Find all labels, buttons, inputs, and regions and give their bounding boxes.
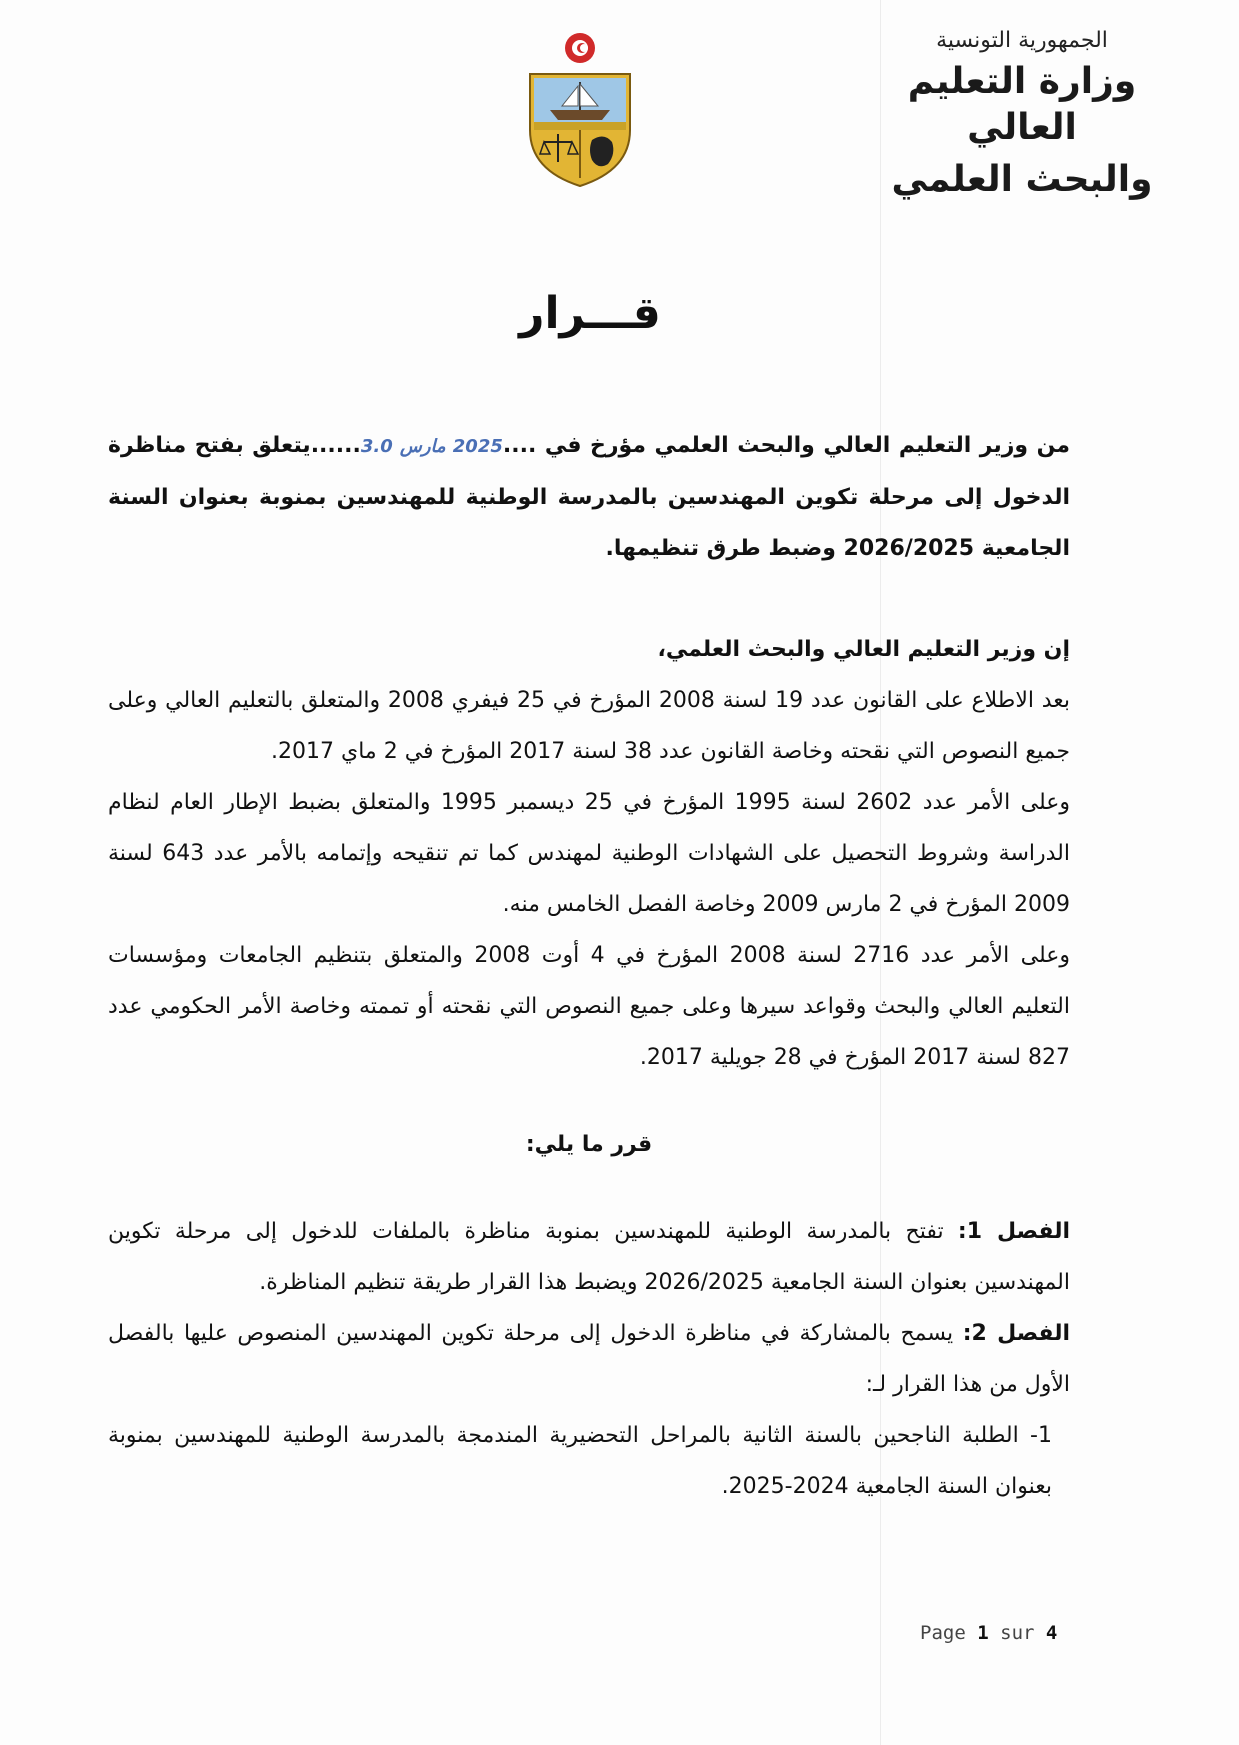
- preamble-paragraph-3: وعلى الأمر عدد 2716 لسنة 2008 المؤرخ في 4 أوت 2008 والمتعلق بتنظيم الجامعات ومؤسسات التعليم العالي والبحث وقواعد سيرها وعلى جميع النصوص التي نقحته أو تممته وخاصة الأمر الحكومي عدد 827 لسنة 2017 المؤرخ في 28 جويلية 2017.: [108, 943, 1071, 1070]
- intro-part1: من وزير التعليم العالي والبحث العلمي مؤرخ في ....: [502, 433, 1070, 458]
- intro-part2: ......يتعلق بفتح مناظرة الدخول إلى مرحلة تكوين المهندسين بالمدرسة الوطنية للمهندسين بمنوبة بعنوان السنة الجامعية 2026/2025 وضبط طرق تنظيمها.: [108, 433, 1070, 561]
- ministry-name-line1: وزارة التعليم العالي: [907, 61, 1137, 148]
- preamble-heading: إن وزير التعليم العالي والبحث العلمي،: [657, 637, 1070, 662]
- article-1-text: تفتح بالمدرسة الوطنية للمهندسين بمنوبة مناظرة بالملفات للدخول إلى مرحلة تكوين المهندسين بعنوان السنة الجامعية 2026/2025 ويضبط هذا القرار طريقة تنظيم المناظرة.: [108, 1219, 1070, 1295]
- article-1-label: الفصل 1:: [957, 1219, 1070, 1244]
- total-pages: 4: [1045, 1622, 1058, 1644]
- article-2: [108, 1308, 1070, 1410]
- intro-paragraph: [108, 420, 1070, 574]
- current-page: 1: [977, 1622, 989, 1644]
- document-body: [108, 420, 1070, 1512]
- preamble-paragraph-2: وعلى الأمر عدد 2602 لسنة 1995 المؤرخ في 25 ديسمبر 1995 والمتعلق بضبط الإطار العام لنظام الدراسة وشروط التحصيل على الشهادات الوطنية لمهندس كما تم تنقيحه وإتمامه بالأمر عدد 643 لسنة 2009 المؤرخ في 2 مارس 2009 وخاصة الفصل الخامس منه.: [108, 790, 1070, 917]
- page-number: [920, 1622, 1057, 1644]
- tunisia-coat-of-arms-icon: [520, 30, 640, 190]
- list-item: 1- الطلبة الناجحين بالسنة الثانية بالمراحل التحضيرية المندمجة بالمدرسة الوطنية للمهندسين بمنوبة بعنوان السنة الجامعية 2024-2025.: [108, 1423, 1052, 1499]
- decides-heading: قرر ما يلي:: [525, 1132, 653, 1157]
- ministry-name-line2: والبحث العلمي: [891, 159, 1153, 200]
- republic-name: الجمهورية التونسية: [936, 28, 1108, 53]
- article-2-text: يسمح بالمشاركة في مناظرة الدخول إلى مرحلة تكوين المهندسين المنصوص عليها بالفصل الأول من هذا القرار لـ:: [108, 1321, 1070, 1397]
- date-stamp: 2025 مارس 3.0: [360, 436, 503, 457]
- article-2-label: الفصل 2:: [962, 1321, 1071, 1346]
- preamble-paragraph-1: بعد الاطلاع على القانون عدد 19 لسنة 2008 المؤرخ في 25 فيفري 2008 والمتعلق بالتعليم العالي وعلى جميع النصوص التي نقحته وخاصة القانون عدد 38 لسنة 2017 المؤرخ في 2 ماي 2017.: [108, 688, 1070, 764]
- article-1: [108, 1206, 1070, 1308]
- ministry-header: [877, 28, 1167, 203]
- document-title: قـــرار: [519, 288, 661, 339]
- of-word: sur: [1000, 1622, 1035, 1644]
- page-word: Page: [920, 1622, 966, 1644]
